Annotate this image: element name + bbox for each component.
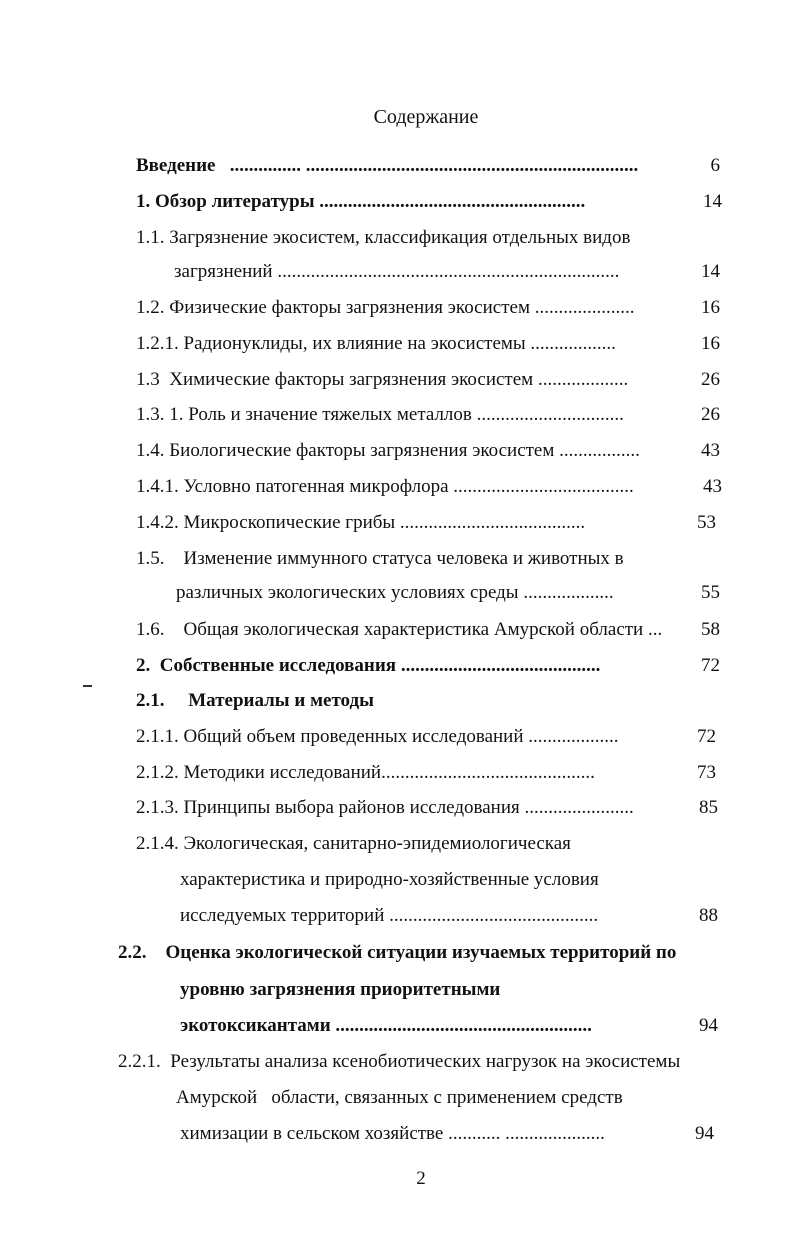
toc-entry-page: 72: [697, 726, 716, 747]
toc-entry-text: 2.1. Материалы и методы: [136, 690, 374, 711]
toc-entry-text: экотоксикантами ......................................................: [180, 1015, 592, 1036]
toc-entry-page: 85: [699, 797, 718, 818]
toc-entry-text: 2.1.4. Экологическая, санитарно-эпидемиологическая: [136, 833, 571, 854]
toc-entry-text: 1.2.1. Радионуклиды, их влияние на экосистемы ..................: [136, 333, 616, 354]
toc-entry-page: 72: [701, 655, 720, 676]
toc-entry-text: 2.1.1. Общий объем проведенных исследований ...................: [136, 726, 619, 747]
toc-entry-text: характеристика и природно-хозяйственные условия: [180, 869, 599, 890]
toc-entry-text: загрязнений ........................................................................: [174, 261, 620, 282]
toc-entry-page: 16: [701, 333, 720, 354]
toc-entry-page: 94: [695, 1123, 714, 1144]
toc-entry-text: 2.1.2. Методики исследований.............................................: [136, 762, 595, 783]
page-number: 2: [416, 1168, 426, 1189]
toc-entry-text: 1.6. Общая экологическая характеристика Амурской области ...: [136, 619, 663, 640]
toc-entry-text: различных экологических условиях среды ...................: [176, 582, 614, 603]
toc-entry-text: 1.2. Физические факторы загрязнения экосистем .....................: [136, 297, 635, 318]
toc-entry-text: Введение ............... ......................................................................: [136, 155, 639, 176]
toc-entry-page: 43: [701, 440, 720, 461]
toc-entry-text: 1. Обзор литературы ........................................................: [136, 191, 586, 212]
page-title: Содержание: [373, 106, 479, 128]
toc-entry-page: 73: [697, 762, 716, 783]
toc-entry-page: 53: [697, 512, 716, 533]
toc-entry-page: 16: [701, 297, 720, 318]
toc-entry-text: химизации в сельском хозяйстве ........... .....................: [180, 1123, 605, 1144]
toc-entry-text: 2.1.3. Принципы выбора районов исследования .......................: [136, 797, 634, 818]
toc-entry-text: 2.2. Оценка экологической ситуации изучаемых территорий по: [118, 942, 677, 963]
toc-entry-text: Амурской области, связанных с применением средств: [176, 1087, 623, 1108]
toc-entry-text: 1.4.2. Микроскопические грибы .......................................: [136, 512, 586, 533]
scan-mark: [83, 685, 92, 687]
toc-entry-page: 43: [703, 476, 722, 497]
toc-entry-page: 94: [699, 1015, 718, 1036]
toc-entry-page: 6: [710, 155, 720, 176]
toc-entry-page: 26: [701, 369, 720, 390]
toc-entry-page: 14: [703, 191, 722, 212]
toc-entry-text: 1.4.1. Условно патогенная микрофлора ......................................: [136, 476, 634, 497]
toc-entry-text: 2.2.1. Результаты анализа ксенобиотических нагрузок на экосистемы: [118, 1051, 681, 1072]
toc-entry-page: 88: [699, 905, 718, 926]
toc-entry-text: уровню загрязнения приоритетными: [180, 979, 501, 1000]
toc-entry-page: 55: [701, 582, 720, 603]
toc-entry-text: 1.4. Биологические факторы загрязнения экосистем .................: [136, 440, 640, 461]
toc-entry-page: 26: [701, 404, 720, 425]
toc-entry-page: 14: [701, 261, 720, 282]
toc-entry-text: исследуемых территорий ............................................: [180, 905, 599, 926]
toc-entry-page: 58: [701, 619, 720, 640]
toc-entry-text: 1.5. Изменение иммунного статуса человека и животных в: [136, 548, 624, 569]
toc-entry-text: 1.3. 1. Роль и значение тяжелых металлов ...............................: [136, 404, 624, 425]
toc-entry-text: 1.3 Химические факторы загрязнения экосистем ...................: [136, 369, 629, 390]
toc-entry-text: 2. Собственные исследования ..........................................: [136, 655, 601, 676]
toc-entry-text: 1.1. Загрязнение экосистем, классификация отдельных видов: [136, 227, 631, 248]
